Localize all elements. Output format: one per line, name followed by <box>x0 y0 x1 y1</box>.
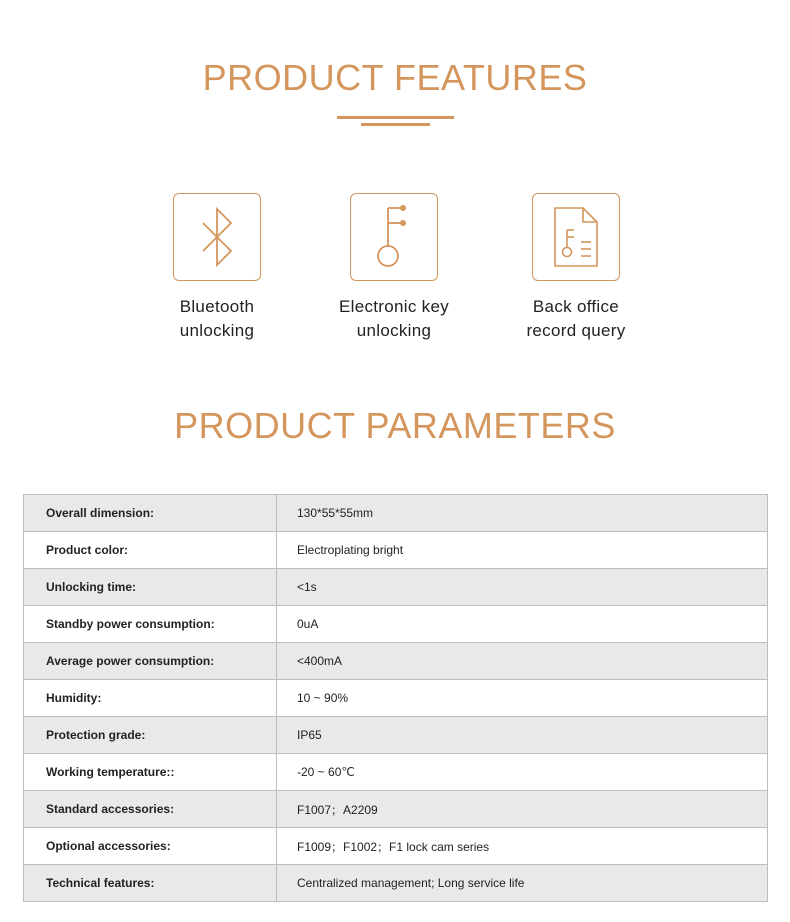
param-value: 0uA <box>277 606 768 643</box>
key-icon <box>350 193 438 281</box>
param-value: -20 ~ 60℃ <box>277 754 768 791</box>
feature-label: Bluetooth unlocking <box>179 297 255 340</box>
parameters-table <box>23 494 768 902</box>
table-row <box>24 791 768 828</box>
param-label: Protection grade: <box>24 717 277 754</box>
param-label: Average power consumption: <box>24 643 277 680</box>
table-row <box>24 569 768 606</box>
param-label: Standby power consumption: <box>24 606 277 643</box>
bluetooth-icon <box>173 193 261 281</box>
feature-label: Back office record query <box>526 297 626 340</box>
document-record-icon <box>532 193 620 281</box>
param-value: Centralized management; Long service life <box>277 865 768 902</box>
param-value: 10 ~ 90% <box>277 680 768 717</box>
param-label: Overall dimension: <box>24 495 277 532</box>
param-label: Working temperature:: <box>24 754 277 791</box>
table-row <box>24 754 768 791</box>
param-label: Product color: <box>24 532 277 569</box>
table-row <box>24 717 768 754</box>
param-label: Standard accessories: <box>24 791 277 828</box>
feature-back-office-record-query <box>486 193 666 343</box>
param-value: <400mA <box>277 643 768 680</box>
feature-label: Electronic key unlocking <box>338 297 450 340</box>
parameters-title: PRODUCT PARAMETERS <box>174 405 616 446</box>
param-value: F1007；A2209 <box>277 791 768 828</box>
table-row <box>24 643 768 680</box>
table-row <box>24 865 768 902</box>
param-label: Humidity: <box>24 680 277 717</box>
table-row <box>24 532 768 569</box>
param-value: F1009；F1002；F1 lock cam series <box>277 828 768 865</box>
table-row <box>24 828 768 865</box>
param-label: Technical features: <box>24 865 277 902</box>
feature-electronic-key-unlocking <box>304 193 484 343</box>
param-value: <1s <box>277 569 768 606</box>
param-value: Electroplating bright <box>277 532 768 569</box>
param-value: 130*55*55mm <box>277 495 768 532</box>
param-value: IP65 <box>277 717 768 754</box>
features-title: PRODUCT FEATURES <box>202 57 588 98</box>
table-row <box>24 495 768 532</box>
table-row <box>24 606 768 643</box>
title-divider-top <box>337 116 454 119</box>
table-row <box>24 680 768 717</box>
param-label: Unlocking time: <box>24 569 277 606</box>
param-label: Optional accessories: <box>24 828 277 865</box>
feature-bluetooth-unlocking <box>127 193 307 343</box>
title-divider-bottom <box>361 123 430 126</box>
